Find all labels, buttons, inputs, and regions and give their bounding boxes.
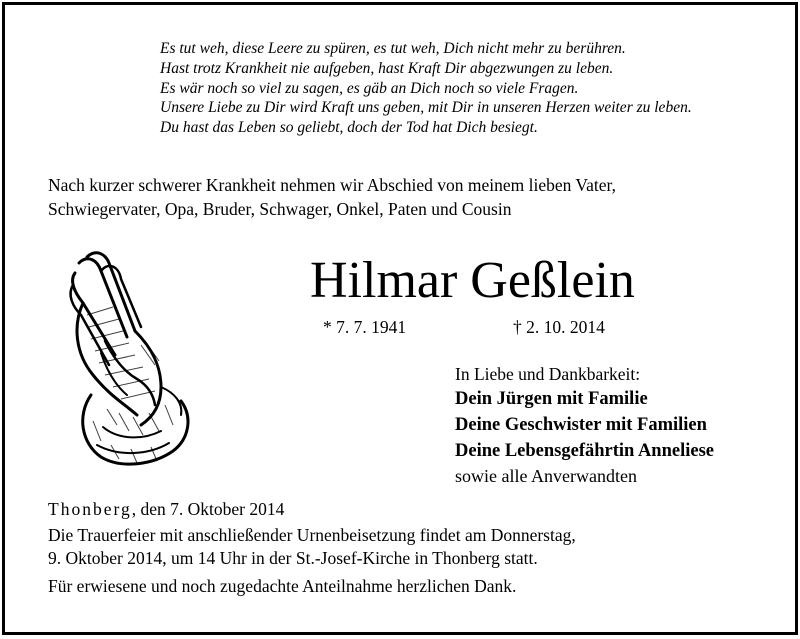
mourner-family: Deine Lebensgefährtin Anneliese bbox=[455, 441, 714, 461]
place: Thonberg bbox=[48, 499, 132, 519]
poem-line: Es wär noch so viel zu sagen, es gäb an Dich noch so viele Fragen. bbox=[160, 79, 579, 97]
place-date bbox=[48, 498, 576, 521]
poem-line: Hast trotz Krankheit nie aufgeben, hast Kraft Dir abgezwungen zu leben. bbox=[160, 59, 614, 77]
death-date: † 2. 10. 2014 bbox=[513, 317, 605, 337]
intro-text bbox=[48, 173, 616, 221]
service-line: Die Trauerfeier mit anschließender Urnenbeisetzung findet am Donnerstag, bbox=[48, 525, 576, 545]
service-line: 9. Oktober 2014, um 14 Uhr in der St.-Josef-Kirche in Thonberg statt. bbox=[48, 548, 538, 568]
mourners-rest: sowie alle Anverwandten bbox=[455, 466, 637, 486]
footer bbox=[48, 498, 576, 598]
deceased-name: Hilmar Geßlein bbox=[310, 252, 635, 309]
obituary-notice bbox=[2, 2, 798, 635]
mourners-lead: In Liebe und Dankbarkeit: bbox=[455, 364, 641, 384]
mourner-family: Deine Geschwister mit Familien bbox=[455, 415, 707, 435]
date: , den 7. Oktober 2014 bbox=[131, 499, 285, 519]
intro-line: Schwiegervater, Opa, Bruder, Schwager, Onkel, Paten und Cousin bbox=[48, 199, 512, 219]
poem-line: Unsere Liebe zu Dir wird Kraft uns geben, mit Dir in unseren Herzen weiter zu leben. bbox=[160, 99, 692, 117]
mourner-family: Dein Jürgen mit Familie bbox=[455, 389, 648, 409]
birth-date: * 7. 7. 1941 bbox=[323, 317, 407, 337]
mourners-block bbox=[455, 362, 714, 488]
poem-line: Es tut weh, diese Leere zu spüren, es tut weh, Dich nicht mehr zu berühren. bbox=[160, 40, 626, 57]
poem-line: Du hast das Leben so geliebt, doch der Tod hat Dich besiegt. bbox=[160, 119, 538, 137]
praying-hands-icon bbox=[57, 245, 207, 470]
poem bbox=[160, 39, 692, 138]
thanks-line: Für erwiesene und noch zugedachte Anteilnahme herzlichen Dank. bbox=[48, 576, 517, 596]
intro-line: Nach kurzer schwerer Krankheit nehmen wir Abschied von meinem lieben Vater, bbox=[48, 175, 617, 195]
